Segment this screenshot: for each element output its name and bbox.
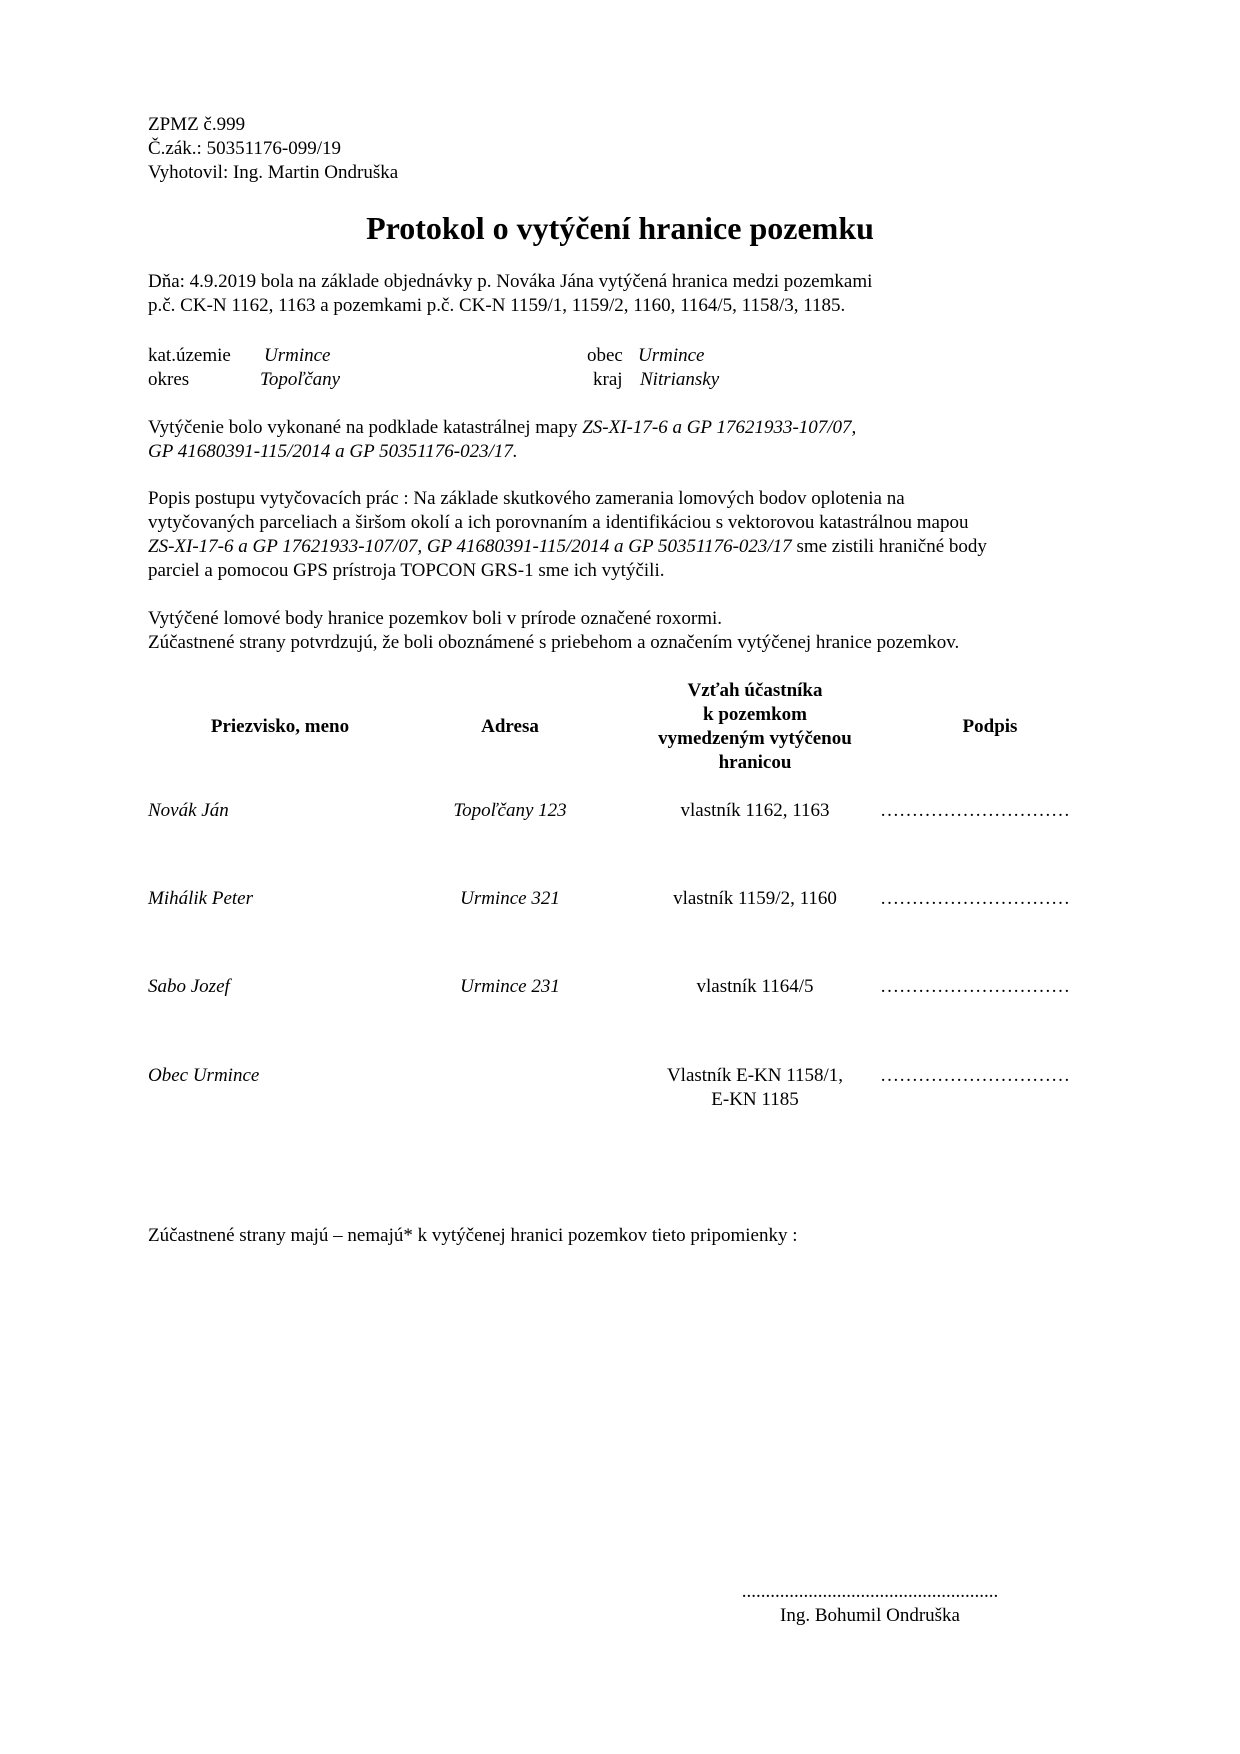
procedure-line-2: vytyčovaných parceliach a širšom okolí a ich porovnaním a identifikáciou s vektorovou katastrálnou mapou <box>148 512 969 533</box>
th-relation-line-3: vymedzeným vytýčenou <box>658 728 852 749</box>
marking-line-1: Vytýčené lomové body hranice pozemkov boli v prírode označené roxormi. <box>148 608 723 629</box>
row-name: Sabo Jozef <box>148 976 230 997</box>
kat-uzemie-value: Urmince <box>264 345 331 366</box>
row-name: Mihálik Peter <box>148 888 253 909</box>
kat-uzemie-label: kat.územie <box>148 345 231 366</box>
row-signature-line: ………………………… <box>880 800 1070 821</box>
row-signature-line: ………………………… <box>880 976 1070 997</box>
obec-value: Urmince <box>638 345 705 366</box>
row-address: Urmince 231 <box>460 976 560 997</box>
th-name: Priezvisko, meno <box>210 716 350 737</box>
basis-line-1 <box>148 416 856 440</box>
okres-label: okres <box>148 369 190 390</box>
prepared-by: Vyhotovil: Ing. Martin Ondruška <box>148 162 399 183</box>
basis-line-2: GP 41680391-115/2014 a GP 50351176-023/17. <box>148 441 518 462</box>
basis-line-1-plain: Vytýčenie bolo vykonané na podklade katastrálnej mapy <box>148 417 583 438</box>
intro-line-1: Dňa: 4.9.2019 bola na základe objednávky p. Nováka Jána vytýčená hranica medzi pozemkami <box>148 271 873 292</box>
kraj-label: kraj <box>593 369 623 390</box>
row-relation: vlastník 1164/5 <box>696 976 814 997</box>
th-relation-line-4: hranicou <box>718 752 792 773</box>
row-name: Novák Ján <box>148 800 229 821</box>
row-relation: vlastník 1162, 1163 <box>680 800 830 821</box>
page-title: Protokol o vytýčení hranice pozemku <box>366 210 874 246</box>
row-relation-line-2: E-KN 1185 <box>711 1089 799 1110</box>
row-name: Obec Urmince <box>148 1065 260 1086</box>
row-address: Urmince 321 <box>460 888 560 909</box>
obec-label: obec <box>587 345 623 366</box>
basis-line-1-italic: ZS-XI-17-6 a GP 17621933-107/07, <box>582 417 857 438</box>
procedure-line-1: Popis postupu vytyčovacích prác : Na základe skutkového zamerania lomových bodov oplotenia na <box>148 488 905 509</box>
th-relation-line-2: k pozemkom <box>703 704 807 725</box>
kraj-value: Nitriansky <box>640 369 720 390</box>
th-address: Adresa <box>481 716 539 737</box>
signer-name: Ing. Bohumil Ondruška <box>780 1605 960 1626</box>
procedure-line-3-italic: ZS-XI-17-6 a GP 17621933-107/07, GP 41680391-115/2014 a GP 50351176-023/17 <box>148 536 792 557</box>
marking-line-2: Zúčastnené strany potvrdzujú, že boli oboznámené s priebehom a označením vytýčenej hranice pozemkov. <box>148 632 960 653</box>
signature-line: ...................................................... <box>741 1581 999 1602</box>
th-signature: Podpis <box>962 716 1018 737</box>
order-number: Č.zák.: 50351176-099/19 <box>148 138 341 159</box>
row-relation-line-1: Vlastník E-KN 1158/1, <box>666 1065 844 1086</box>
remarks-statement: Zúčastnené strany majú – nemajú* k vytýčenej hranici pozemkov tieto pripomienky : <box>148 1225 798 1246</box>
row-signature-line: ………………………… <box>880 1065 1070 1086</box>
intro-line-2: p.č. CK-N 1162, 1163 a pozemkami p.č. CK-N 1159/1, 1159/2, 1160, 1164/5, 1158/3, 1185. <box>148 295 846 316</box>
okres-value: Topoľčany <box>260 369 341 390</box>
row-relation <box>625 1064 885 1112</box>
th-relation <box>625 679 885 775</box>
row-relation: vlastník 1159/2, 1160 <box>673 888 837 909</box>
th-relation-line-1: Vzťah účastníka <box>687 680 823 701</box>
procedure-line-3 <box>148 535 987 559</box>
procedure-line-4: parciel a pomocou GPS prístroja TOPCON GRS-1 sme ich vytýčili. <box>148 560 665 581</box>
procedure-line-3-plain: sme zistili hraničné body <box>791 536 987 557</box>
zpmz-number: ZPMZ č.999 <box>148 114 246 135</box>
row-address: Topoľčany 123 <box>453 800 567 821</box>
row-signature-line: ………………………… <box>880 888 1070 909</box>
